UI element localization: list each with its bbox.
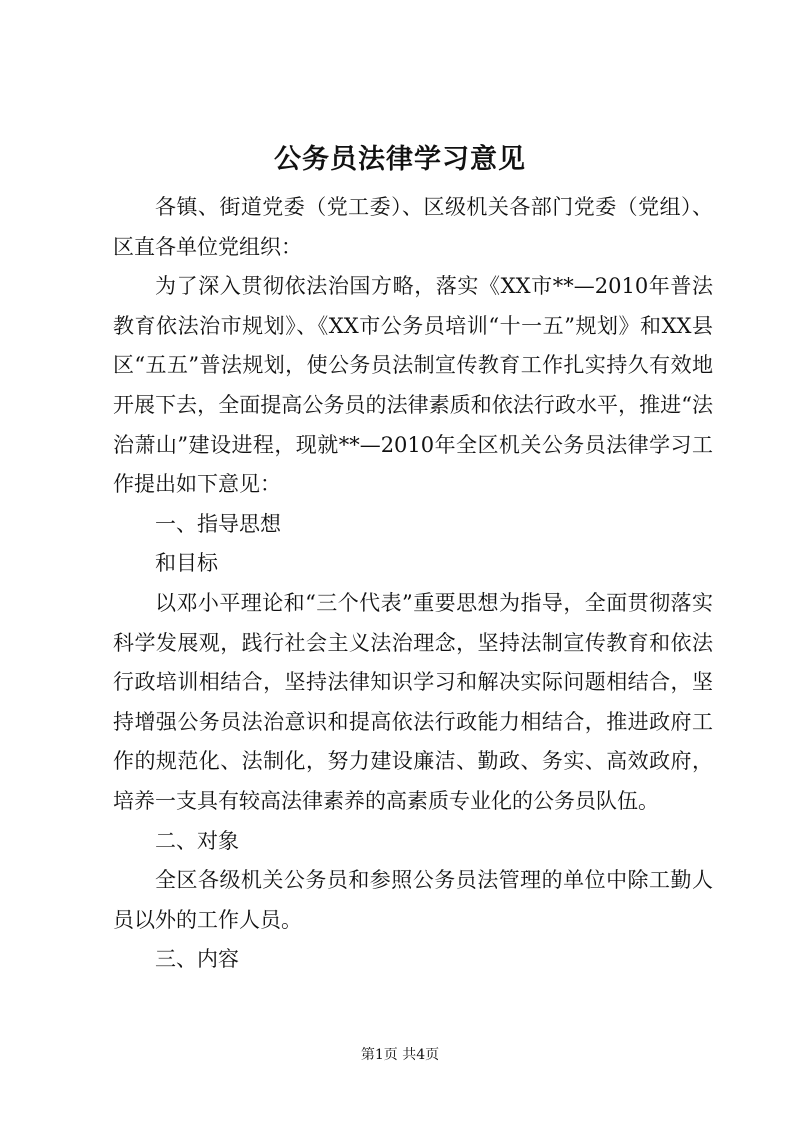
intro-paragraph: 为了深入贯彻依法治国方略，落实《XX市**—2010年普法教育依法治市规划》、《XX市公务员培训“十一五”规划》和XX县区“五五”普法规划，使公务员法制宣传教育工作扎实持久有效地开展下去，全面提高公务员的法律素质和依法行政水平，推进“法治萧山”建设进程，现就**—2010年全区机关公务员法律学习工作提出如下意见： <box>113 274 713 497</box>
page-footer: 第1页 共4页 <box>360 1047 440 1063</box>
document-title: 公务员法律学习意见 <box>274 144 526 175</box>
section-heading-guiding-ideology: 一、指导思想 <box>155 511 281 536</box>
targets-paragraph: 全区各级机关公务员和参照公务员法管理的单位中除工勤人员以外的工作人员。 <box>113 868 713 932</box>
section-heading-targets: 二、对象 <box>155 828 239 853</box>
section-heading-content: 三、内容 <box>155 947 239 972</box>
salutation-paragraph: 各镇、街道党委（党工委）、区级机关各部门党委（党组）、区直各单位党组织： <box>113 195 713 259</box>
document-body <box>113 188 713 980</box>
section-heading-goals: 和目标 <box>155 551 218 576</box>
guiding-ideology-paragraph: 以邓小平理论和“三个代表”重要思想为指导，全面贯彻落实科学发展观，践行社会主义法治理念，坚持法制宣传教育和依法行政培训相结合，坚持法律知识学习和解决实际问题相结合，坚持增强公务员法治意识和提高依法行政能力相结合，推进政府工作的规范化、法制化，努力建设廉洁、勤政、务实、高效政府，培养一支具有较高法律素养的高素质专业化的公务员队伍。 <box>113 590 713 813</box>
